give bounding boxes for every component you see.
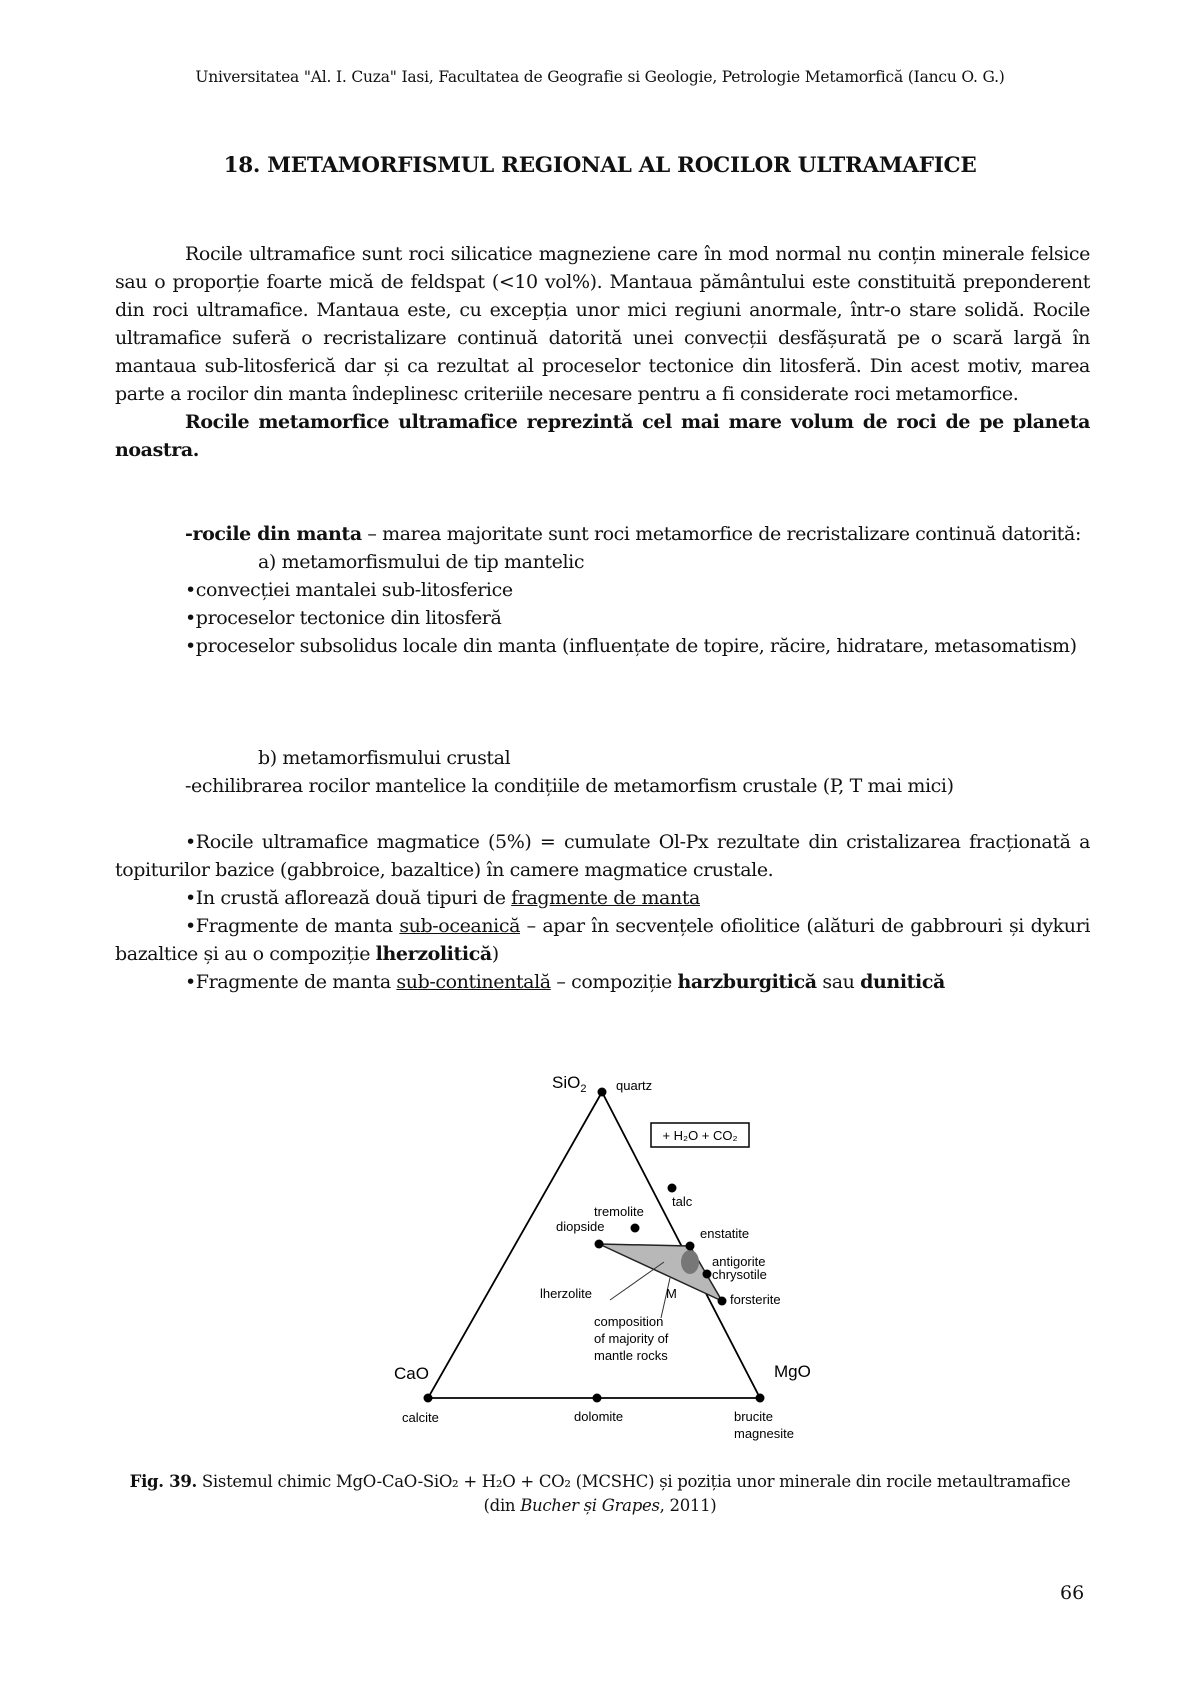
antigorite-label: antigorite (712, 1254, 766, 1269)
oceanic-bullet (115, 912, 1090, 968)
diopside-point (595, 1240, 604, 1249)
oceanic-bold: lherzolitică (375, 943, 492, 965)
cont-mid: – compoziție (550, 971, 678, 993)
sio2-label (552, 1073, 586, 1095)
composition-line-3: mantle rocks (594, 1348, 668, 1363)
diopside-label: diopside (556, 1219, 605, 1234)
calcite-label: calcite (402, 1410, 439, 1425)
composition-line-1: composition (594, 1314, 664, 1329)
cont-bold-1: harzburgitică (677, 971, 817, 993)
calcite-point (424, 1394, 433, 1403)
mantle-b-item: -echilibrarea rocilor mantelice la condițiile de metamorfism crustale (P, T mai mici) (185, 775, 954, 797)
mantle-a-item-3: •proceselor subsolidus locale din manta (influențate de topire, răcire, hidratare, metasomatism) (185, 635, 1077, 657)
cont-text: •Fragmente de manta (185, 971, 397, 993)
quartz-point (598, 1088, 607, 1097)
oceanic-mid: – apar în secvențele ofiolitice (alături de gabbrouri și dykuri bazaltice și au o compoziție (115, 915, 1090, 965)
mantle-rest: – marea majoritate sunt roci metamorfice de recristalizare continuă datorită: (361, 523, 1081, 545)
running-header: Universitatea "Al. I. Cuza" Iasi, Facultatea de Geografie si Geologie, Petrologie Metamorfică (Iancu O. G.) (195, 68, 1005, 86)
fluid-box-label: + H₂O + CO₂ (662, 1128, 738, 1143)
oceanic-underlined: sub-oceanică (399, 915, 521, 937)
mantle-lead: -rocile din manta (185, 523, 362, 545)
lherzolite-label: lherzolite (540, 1286, 593, 1301)
crustal-section (115, 744, 1090, 800)
oceanic-end: ) (491, 943, 499, 965)
tremolite-label: tremolite (594, 1204, 644, 1219)
mantle-intro (115, 520, 1090, 548)
dolomite-point (593, 1394, 602, 1403)
forsterite-point (718, 1297, 727, 1306)
antigorite-point (703, 1270, 712, 1279)
enstatite-point (686, 1242, 695, 1251)
mgo-label: MgO (774, 1362, 811, 1381)
caption-source-year: , 2011) (659, 1496, 717, 1515)
brucite-point (756, 1394, 765, 1403)
cao-label: CaO (394, 1364, 429, 1383)
serpentine-region (681, 1250, 699, 1274)
brucite-label: brucite (734, 1409, 774, 1424)
continental-bullet (115, 968, 1090, 996)
composition-line-2: of majority of (594, 1331, 669, 1346)
mantle-a-item-2: •proceselor tectonice din litosferă (185, 607, 502, 629)
quartz-label: quartz (616, 1078, 653, 1093)
figure-caption (100, 1470, 1100, 1518)
sio2-text: SiO (552, 1073, 581, 1092)
intro-text: Rocile ultramafice sunt roci silicatice magneziene care în mod normal nu conțin minerale felsice sau o proporție foarte mică de feldspat (<10 vol%). Mantaua pământului este constituită preponderent din roci ultramafice. Mantaua este, cu excepția unor mici regiuni anormale, într-o stare solidă. Rocile ultramafice suferă o recristalizare continuă datorită unei convecții desfășurată pe o scară largă în mantaua sub-litosferică dar și ca rezultat al proceselor tectonice din litosferă. Din acest motiv, marea parte a rocilor din manta îndeplinesc criteriile necesare pentru a fi considerate roci metamorfice. (115, 243, 1090, 405)
intro-paragraph (115, 240, 1090, 464)
crust-underlined: fragmente de manta (511, 887, 700, 909)
mantle-section (115, 520, 1090, 660)
ternary-diagram (380, 1060, 840, 1460)
crust-bullet (115, 884, 1090, 912)
enstatite-label: enstatite (700, 1226, 750, 1241)
mantle-b-label: b) metamorfismului crustal (258, 747, 511, 769)
caption-source-authors: Bucher și Grapes (520, 1496, 660, 1515)
m-label: M (666, 1286, 677, 1301)
lherzolite-leader (610, 1262, 664, 1300)
page-number: 66 (1060, 1582, 1085, 1604)
cont-sau: sau (816, 971, 861, 993)
fragments-section (115, 828, 1090, 996)
crust-text: •In crustă aflorează două tipuri de (185, 887, 512, 909)
magnesite-label: magnesite (734, 1426, 794, 1441)
caption-line-2 (100, 1494, 1100, 1518)
mantle-a-item-1: •convecției mantalei sub-litosferice (185, 579, 513, 601)
mantle-a-label: a) metamorfismului de tip mantelic (258, 551, 585, 573)
caption-line-1 (100, 1470, 1100, 1494)
chrysotile-label: chrysotile (712, 1267, 767, 1282)
caption-source-pre: (din (483, 1496, 521, 1515)
caption-text: Sistemul chimic MgO-CaO-SiO₂ + H₂O + CO₂ (MCSHC) și poziția unor minerale din rocile metaultramafice (196, 1472, 1071, 1491)
caption-fig-number: Fig. 39. (129, 1472, 197, 1491)
magmatic-bullet: •Rocile ultramafice magmatice (5%) = cumulate Ol-Px rezultate din cristalizarea fracționată a topiturilor bazice (gabbroice, bazaltice) în camere magmatice crustale. (115, 831, 1090, 881)
talc-label: talc (672, 1194, 693, 1209)
cont-bold-2: dunitică (860, 971, 945, 993)
chapter-title: 18. METAMORFISMUL REGIONAL AL ROCILOR ULTRAMAFICE (223, 153, 977, 178)
bold-statement: Rocile metamorfice ultramafice reprezintă cel mai mare volum de roci de pe planeta noastra. (115, 411, 1090, 461)
sio2-subscript: 2 (580, 1083, 587, 1095)
dolomite-label: dolomite (574, 1409, 624, 1424)
talc-point (668, 1184, 677, 1193)
cont-underlined: sub-continentală (396, 971, 551, 993)
oceanic-text: •Fragmente de manta (185, 915, 400, 937)
tremolite-point (631, 1224, 640, 1233)
forsterite-label: forsterite (730, 1292, 781, 1307)
